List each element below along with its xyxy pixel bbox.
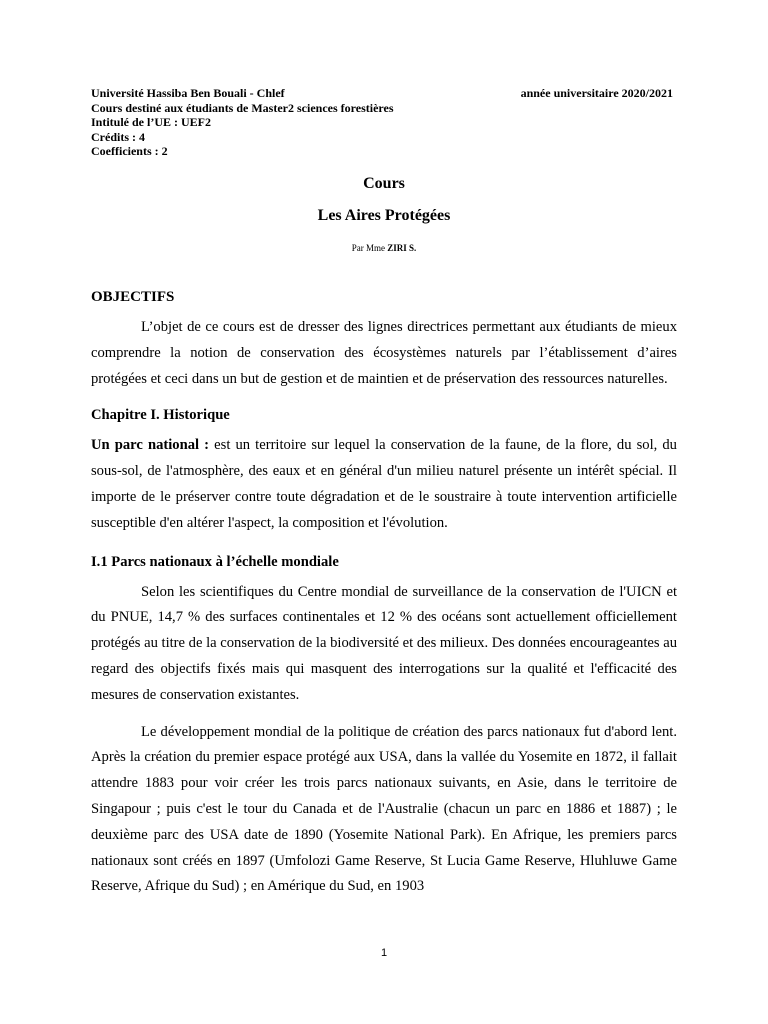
course-ue: Intitulé de l’UE : UEF2 (91, 115, 211, 129)
course-coefficients: Coefficients : 2 (91, 144, 168, 158)
university-name: Université Hassiba Ben Bouali - Chlef (91, 86, 285, 100)
objectives-paragraph: L’objet de ce cours est de dresser des lignes directrices permettant aux étudiants de mieux comprendre la notion de conservation des écosystèmes naturels par l’établissement d’aires protégées et ceci dans un but de gestion et de maintien et de préservation des ressources naturelles. (91, 319, 677, 387)
page-number: 1 (380, 947, 388, 959)
chapter-heading: Chapitre I. Historique (91, 407, 230, 424)
definition-term: Un parc national : (91, 437, 210, 454)
objectives-heading: OBJECTIFS (91, 289, 175, 305)
section-paragraph-1: Selon les scientifiques du Centre mondial de surveillance de la conservation de l'UICN et du PNUE, 14,7 % des surfaces continentales et 12 % des océans sont actuellement officiellement protégés au titre de la conservation de la biodiversité et des milieux. Des données encourageantes au regard des objectifs fixés mais qui masquent des interrogations sur la qualité et l'efficacité des mesures de conservation existantes. (91, 583, 677, 703)
definition-text: est un territoire sur lequel la conservation de la faune, de la flore, du sol, du sous-sol, de l'atmosphère, des eaux et en général d'un milieu naturel présente un intérêt spécial. Il importe de le préserver contre toute dégradation et de le soustraire à toute intervention artificielle susceptible d'en altérer l'aspect, la composition et l'évolution. (91, 437, 677, 531)
author-prefix: Par Mme (351, 243, 388, 253)
section-paragraph-2: Le développement mondial de la politique de création des parcs nationaux fut d'abord lent. Après la création du premier espace protégé aux USA, dans la vallée du Yosemite en 1872, il fallait attendre 1883 pour voir créer les trois parcs nationaux suivants, en Asie, dans le territoire de Singapour ; puis c'est le tour du Canada et de l'Australie (chacun un parc en 1886 et 1887) ; le deuxième parc des USA date de 1890 (Yosemite National Park). En Afrique, les premiers parcs nationaux sont créés en 1897 (Umfolozi Game Reserve, St Lucia Game Reserve, Hluhluwe Game Reserve, Afrique du Sud) ; en Amérique du Sud, en 1903 (91, 723, 677, 895)
document-header (91, 86, 681, 159)
author-name: ZIRI S. (387, 243, 417, 253)
document-main-title: Les Aires Protégées (317, 207, 451, 224)
course-target: Cours destiné aux étudiants de Master2 sciences forestières (91, 100, 394, 115)
document-type-title: Cours (363, 175, 405, 192)
academic-year: année universitaire 2020/2021 (520, 86, 673, 100)
section-heading: I.1 Parcs nationaux à l’échelle mondiale (91, 553, 339, 570)
course-credits: Crédits : 4 (91, 129, 145, 144)
header-first-row (91, 86, 681, 101)
definition-paragraph (91, 433, 677, 536)
paragraph-gap (91, 709, 677, 720)
document-author (0, 243, 768, 253)
document-body (91, 288, 677, 900)
